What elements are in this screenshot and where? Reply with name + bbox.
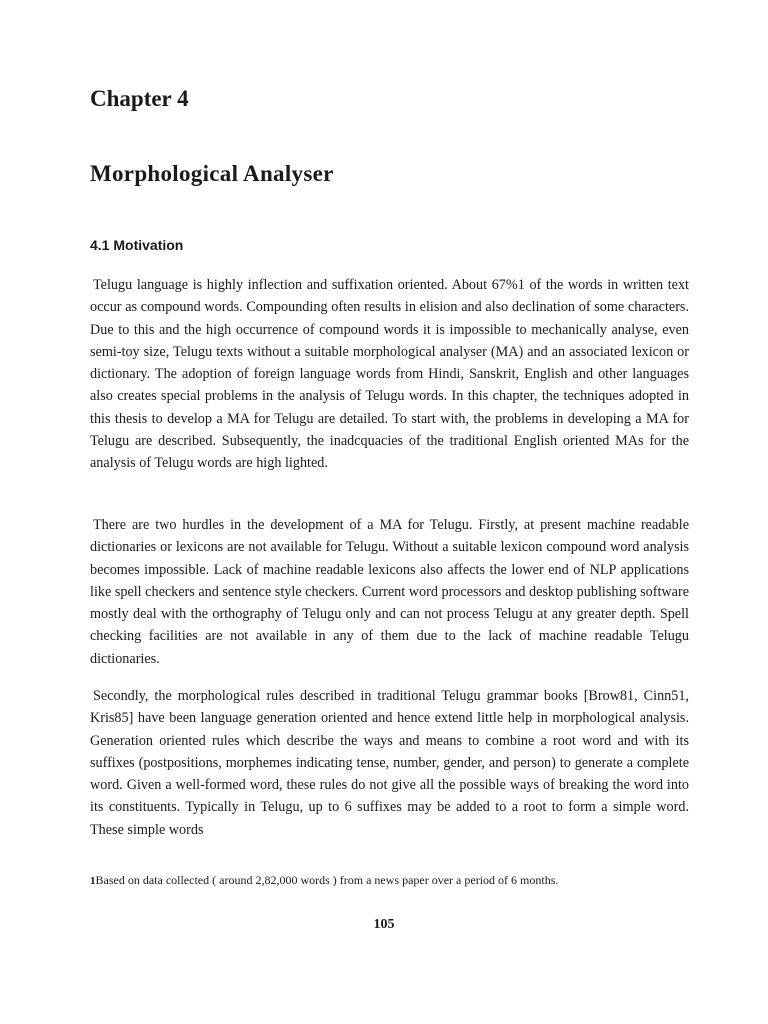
chapter-label: Chapter 4 — [90, 86, 189, 111]
footnote-text: Based on data collected ( around 2,82,000 words ) from a news paper over a period of 6 months. — [95, 873, 559, 887]
page-number: 105 — [373, 917, 395, 932]
footnote — [90, 873, 558, 888]
section-heading: 4.1 Motivation — [90, 237, 184, 253]
paragraph-motivation-2: There are two hurdles in the development of a MA for Telugu. Firstly, at present machine readable dictionaries or lexicons are not available for Telugu. Without a suitable lexicon compound word analysis becomes impossible. Lack of machine readable lexicons also affects the lower end of NLP applications like spell checkers and sentence style checkers. Current word processors and desktop publishing software mostly deal with the orthography of Telugu only and can not process Telugu at any greater depth. Spell checking facilities are not available in any of them due to the lack of machine readable Telugu dictionaries. — [90, 517, 689, 667]
paragraph-motivation-1: Telugu language is highly inflection and suffixation oriented. About 67%1 of the words in written text occur as compound words. Compounding often results in elision and also declination of some characters. Due to this and the high occurrence of compound words it is impossible to mechanically analyse, even semi-toy size, Telugu texts without a suitable morphological analyser (MA) and an associated lexicon or dictionary. The adoption of foreign language words from Hindi, Sanskrit, English and other languages also creates special problems in the analysis of Telugu words. In this chapter, the techniques adopted in this thesis to develop a MA for Telugu are detailed. To start with, the problems in developing a MA for Telugu are described. Subsequently, the inadcquacies of the traditional English oriented MAs for the analysis of Telugu words are high lighted. — [90, 277, 689, 472]
footnote-marker: 1 — [90, 875, 96, 887]
paragraph-motivation-3: Secondly, the morphological rules described in traditional Telugu grammar books [Brow81, Cinn51, Kris85] have been language generation oriented and hence extend little help in morphological analysis. Generation oriented rules which describe the ways and means to combine a root word and with its suffixes (postpositions, morphemes indicating tense, number, gender, and person) to generate a complete word. Given a well-formed word, these rules do not give all the possible ways of breaking the word into its constituents. Typically in Telugu, up to 6 suffixes may be added to a root to form a simple word. These simple words — [90, 688, 689, 838]
chapter-title: Morphological Analyser — [90, 161, 334, 186]
